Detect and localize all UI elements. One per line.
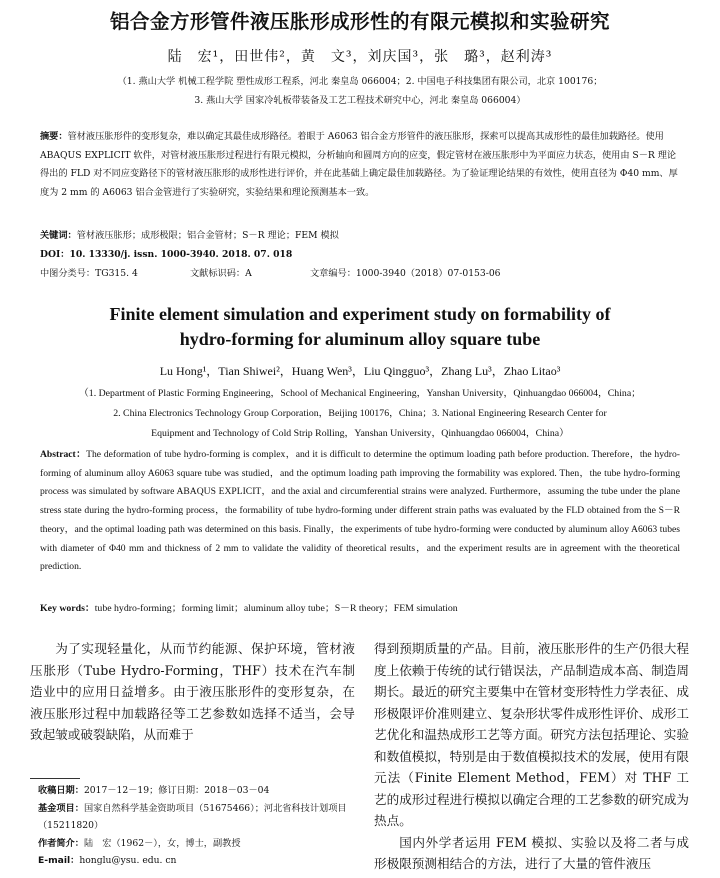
- chinese-title: 铝合金方形管件液压胀形成形性的有限元模拟和实验研究: [109, 10, 610, 33]
- english-affiliation-line: Equipment and Technology of Cold Strip Rolling，Yanshan University，Qinhuangdao 066004，China）: [151, 428, 569, 439]
- body-paragraph: 得到预期质量的产品。目前，液压胀形件的生产仍很大程度上依赖于传统的试行错误法，产品制造成本高、制造周期长。最近的研究主要集中在管材变形特性力学表征、成形极限评价准则建立、复杂形状零件成形性评价、成形工艺优化和温热成形工艺等方面。研究方法包括理论、实验和数值模拟，特别是由于数值模拟技术的发展，使用有限元法（Finite Element Method，FEM）对 THF 工艺的成形过程进行模拟以确定合理的工艺参数的研究成为热点。: [374, 641, 689, 828]
- email-info: [38, 852, 356, 870]
- body-right-column: [374, 638, 689, 875]
- received-date: [38, 782, 356, 800]
- email-label: E-mail：: [38, 855, 80, 866]
- english-affiliation-line: （1. Department of Plastic Forming Engineering，School of Mechanical Engineering，Yanshan University，Qinhuangdao 066004，China；: [79, 388, 641, 399]
- english-affiliations: [40, 384, 680, 444]
- english-title-line: hydro-forming for aluminum alloy square tube: [179, 329, 541, 349]
- english-affiliation-line: 2. China Electronics Technology Group Corporation，Beijing 100176，China；3. National Engineering Research Center for: [113, 408, 607, 419]
- chinese-keywords-text: 管材液压胀形；成形极限；铝合金管材；S－R 理论；FEM 模拟: [76, 230, 339, 241]
- body-paragraph: 国内外学者运用 FEM 模拟、实验以及将二者与成形极限预测相结合的方法，进行了大量的管件液压: [374, 834, 689, 871]
- author-info: [38, 835, 356, 853]
- chinese-affiliations: [40, 72, 680, 110]
- author-label: 作者简介：: [38, 837, 84, 849]
- document-code: 文献标识码：A: [190, 268, 252, 279]
- footnotes: [38, 782, 356, 870]
- chinese-keywords-label: 关键词：: [40, 230, 77, 241]
- author-text: 陆 宏（1962－），女，博士，副教授: [83, 837, 241, 849]
- fund-text: 国家自然科学基金资助项目（51675466）；河北省科技计划项目（15211820）: [38, 802, 347, 831]
- english-authors: Lu Hong¹，Tian Shiwei²，Huang Wen³，Liu Qingguo³，Zhang Lu³，Zhao Litao³: [159, 364, 561, 378]
- english-keywords-label: Key words：: [40, 603, 95, 614]
- chinese-abstract-label: 摘要：: [40, 131, 68, 142]
- email-link[interactable]: honglu@ysu. edu. cn: [79, 855, 177, 866]
- english-title-line: Finite element simulation and experiment study on formability of: [109, 304, 611, 324]
- chinese-affiliation-line: 3. 燕山大学 国家冷轧板带装备及工艺工程技术研究中心，河北 秦皇岛 066004）: [194, 95, 526, 106]
- chinese-abstract: [40, 128, 680, 202]
- english-keywords-text: tube hydro-forming；forming limit；aluminum alloy tube；S－R theory；FEM simulation: [94, 603, 458, 614]
- received-label: 收稿日期：: [38, 785, 84, 796]
- article-number: 文章编号：1000-3940（2018）07-0153-06: [310, 268, 501, 279]
- english-title: [0, 302, 720, 352]
- fund-info: [38, 800, 356, 835]
- chinese-abstract-text: 管材液压胀形件的变形复杂，难以确定其最佳成形路径。着眼于 A6063 铝合金方形管件的液压胀形，探索可以提高其成形性的最佳加载路径。使用 ABAQUS EXPLICIT 软件，对管材液压胀形过程进行有限元模拟，分析轴向和圆周方向的应变，假定管材在液压胀形中为平面应力状态，使用由 S－R 理论得出的 FLD 对不同应变路径下的管材液压胀形的成形性进行评价，并在此基础上确定最佳加载路径。为了验证理论结果的有效性，使用直径为 Φ40 mm、厚度为 2 mm 的 A6063 铝合金管进行了实验研究，实验结果和理论预测基本一致。: [40, 131, 678, 198]
- received-text: 2017－12－19；修订日期：2018－03－04: [83, 785, 270, 796]
- footnote-rule: [30, 778, 80, 779]
- fund-label: 基金项目：: [38, 802, 84, 814]
- chinese-keywords: [40, 227, 680, 241]
- body-paragraph: 为了实现轻量化，从而节约能源、保护环境，管材液压胀形（Tube Hydro-Forming，THF）技术在汽车制造业中的应用日益增多。由于液压胀形件的变形复杂，在液压胀形过程中加载路径等工艺参数如选择不适当，会导致起皱或破裂缺陷，从而难于: [30, 641, 355, 742]
- chinese-authors: 陆 宏¹，田世伟²，黄 文³，刘庆国³，张 璐³，赵利涛³: [167, 49, 553, 65]
- english-abstract-text: The deformation of tube hydro-forming is complex，and it is difficult to determine the optimum loading path before production. Therefore，the hydro-forming of aluminum alloy A6063 square tube was studied，and the optimum loading path improving the formability was explored. Then，the tube hydro-forming process was simulated by software ABAQUS EXPLICIT，and the axial and circumferential strains were analyzed. Furthermore，assuming the tube under the plane stress state during the hydro-forming process，the formability of tube hydro-forming under different strain paths was evaluated by the FLD obtained from the S－R theory，and the optimal loading path was determined on this basis. Finally，the experiments of tube hydro-forming were conducted by aluminum alloy A6063 tubes with diameter of Φ40 mm and thickness of 2 mm to validate the validity of theoretical results，and the experiment results are in agreement with the theoretical prediction.: [40, 449, 680, 573]
- doi: DOI：10. 13330/j. issn. 1000-3940. 2018. 07. 018: [40, 249, 293, 260]
- english-keywords: [40, 600, 680, 614]
- clc-number: 中图分类号：TG315. 4: [40, 268, 138, 279]
- chinese-affiliation-line: （1. 燕山大学 机械工程学院 塑性成形工程系，河北 秦皇岛 066004；2. 中国电子科技集团有限公司，北京 100176；: [117, 76, 603, 87]
- body-left-column: [30, 638, 355, 746]
- english-abstract: [40, 446, 680, 577]
- english-abstract-label: Abstract：: [40, 449, 87, 460]
